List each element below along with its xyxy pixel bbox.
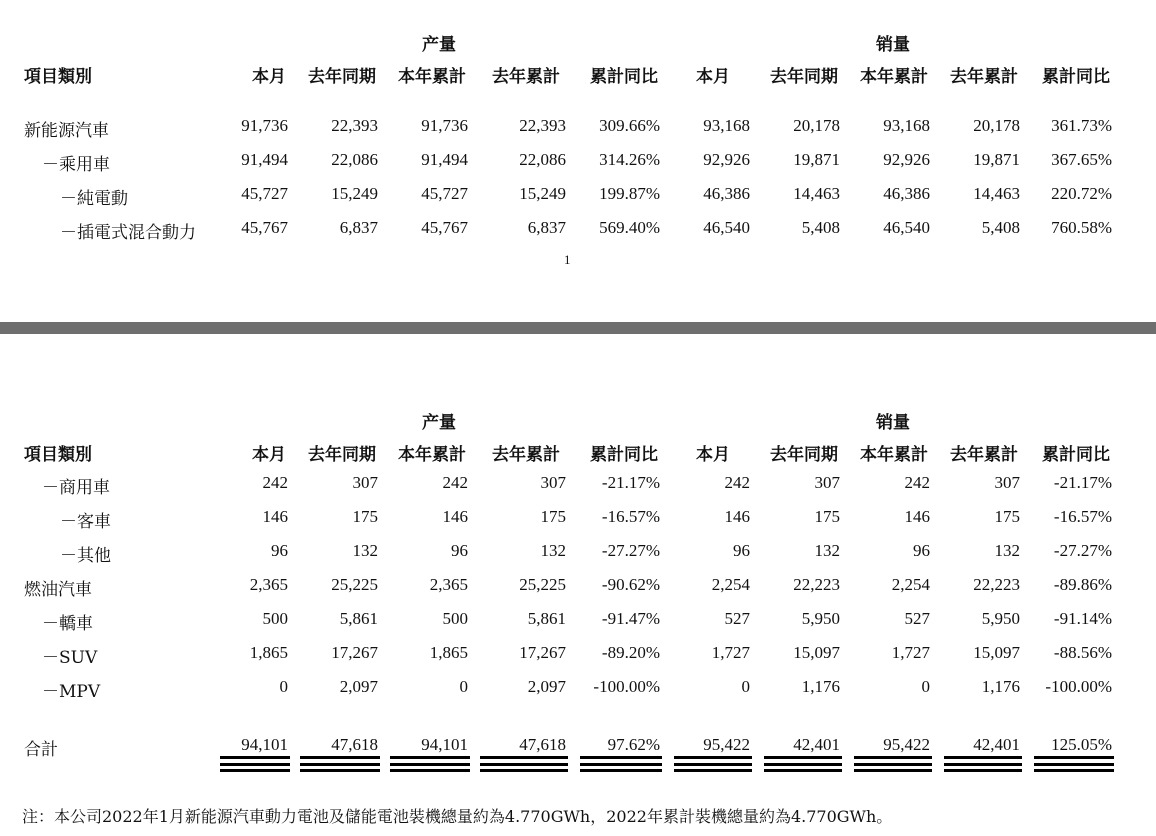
- prod-last-year-header-2: 去年同期: [308, 445, 376, 465]
- production-cell: 91,736: [241, 116, 288, 135]
- production-cell: 146: [442, 507, 468, 526]
- row-label: －乘用車: [42, 155, 110, 175]
- sales-cell: 93,168: [883, 116, 930, 135]
- total-underline-double: [854, 763, 932, 772]
- sales-cell: 22,223: [793, 575, 840, 594]
- page-divider: [0, 322, 1156, 334]
- total-underline-single: [300, 756, 380, 759]
- total-underline-single: [390, 756, 470, 759]
- sales-cell: 1,727: [711, 643, 750, 662]
- row-label: －商用車: [42, 478, 110, 498]
- production-cell: 2,365: [429, 575, 468, 594]
- total-underline-double: [220, 763, 290, 772]
- category-header: 項目類別: [24, 67, 92, 87]
- production-cell: 5,861: [527, 609, 566, 628]
- sales-cell: 132: [994, 541, 1020, 560]
- sales-yoy-header-2: 累計同比: [1042, 445, 1110, 465]
- production-cell: 22,393: [331, 116, 378, 135]
- sales-cell: 19,871: [973, 150, 1020, 169]
- production-cell: -89.20%: [601, 643, 660, 662]
- report-page-2: [0, 334, 1156, 836]
- production-cell: 17,267: [331, 643, 378, 662]
- sales-cell: 175: [814, 507, 840, 526]
- sales-cell: 5,950: [801, 609, 840, 628]
- prod-ytd-last-header: 去年累計: [492, 67, 560, 87]
- production-cell: -90.62%: [601, 575, 660, 594]
- sales-cell: 5,408: [801, 218, 840, 237]
- sales-cell: 132: [814, 541, 840, 560]
- production-cell: 96: [271, 541, 288, 560]
- sales-last-year-header: 去年同期: [770, 67, 838, 87]
- total-cell: 95,422: [703, 735, 750, 754]
- sales-cell: 0: [741, 677, 750, 696]
- production-group-header: 产量: [422, 35, 456, 55]
- total-cell: 94,101: [241, 735, 288, 754]
- sales-ytd-last-header: 去年累計: [950, 67, 1018, 87]
- sales-cell: 46,386: [703, 184, 750, 203]
- production-group-header-2: 产量: [422, 413, 456, 433]
- production-cell: 175: [352, 507, 378, 526]
- sales-this-month-header: 本月: [696, 67, 730, 87]
- production-cell: 242: [262, 473, 288, 492]
- production-cell: 0: [279, 677, 288, 696]
- production-cell: 15,249: [519, 184, 566, 203]
- sales-ytd-header-2: 本年累計: [860, 445, 928, 465]
- prod-yoy-header-2: 累計同比: [590, 445, 658, 465]
- production-cell: 91,736: [421, 116, 468, 135]
- production-cell: -27.27%: [601, 541, 660, 560]
- production-cell: 5,861: [339, 609, 378, 628]
- production-cell: 242: [442, 473, 468, 492]
- prod-this-month-header: 本月: [252, 67, 286, 87]
- production-cell: 146: [262, 507, 288, 526]
- total-cell: 97.62%: [607, 735, 660, 754]
- sales-cell: 527: [724, 609, 750, 628]
- sales-cell: 15,097: [973, 643, 1020, 662]
- total-underline-double: [944, 763, 1022, 772]
- sales-cell: -91.14%: [1053, 609, 1112, 628]
- sales-cell: 220.72%: [1051, 184, 1112, 203]
- sales-cell: 20,178: [793, 116, 840, 135]
- total-underline-single: [854, 756, 932, 759]
- sales-cell: 46,540: [883, 218, 930, 237]
- production-cell: 17,267: [519, 643, 566, 662]
- total-underline-single: [220, 756, 290, 759]
- sales-cell: 175: [994, 507, 1020, 526]
- production-cell: 45,767: [241, 218, 288, 237]
- production-cell: 2,365: [249, 575, 288, 594]
- sales-cell: 367.65%: [1051, 150, 1112, 169]
- production-cell: 500: [442, 609, 468, 628]
- total-cell: 94,101: [421, 735, 468, 754]
- sales-cell: 93,168: [703, 116, 750, 135]
- sales-cell: 14,463: [793, 184, 840, 203]
- sales-cell: -89.86%: [1053, 575, 1112, 594]
- sales-cell: 146: [904, 507, 930, 526]
- sales-cell: 2,254: [891, 575, 930, 594]
- production-cell: 1,865: [249, 643, 288, 662]
- sales-cell: -21.17%: [1053, 473, 1112, 492]
- total-underline-double: [764, 763, 842, 772]
- production-cell: 175: [540, 507, 566, 526]
- total-cell: 42,401: [793, 735, 840, 754]
- total-underline-single: [674, 756, 752, 759]
- production-cell: 569.40%: [599, 218, 660, 237]
- total-cell: 47,618: [519, 735, 566, 754]
- production-cell: 307: [352, 473, 378, 492]
- sales-cell: 242: [724, 473, 750, 492]
- production-cell: 309.66%: [599, 116, 660, 135]
- total-underline-single: [764, 756, 842, 759]
- production-cell: 25,225: [519, 575, 566, 594]
- sales-cell: 361.73%: [1051, 116, 1112, 135]
- production-cell: 2,097: [339, 677, 378, 696]
- category-header-2: 項目類別: [24, 445, 92, 465]
- sales-cell: 2,254: [711, 575, 750, 594]
- sales-cell: 96: [913, 541, 930, 560]
- total-underline-double: [300, 763, 380, 772]
- row-label: －轎車: [42, 614, 93, 634]
- total-underline-single: [1034, 756, 1114, 759]
- sales-cell: 14,463: [973, 184, 1020, 203]
- footnote: 注：本公司2022年1月新能源汽車動力電池及儲能電池裝機總量約為4.770GWh，2022年累計裝機總量約為4.770GWh。: [22, 807, 893, 826]
- total-cell: 95,422: [883, 735, 930, 754]
- total-cell: 47,618: [331, 735, 378, 754]
- sales-cell: 1,727: [891, 643, 930, 662]
- production-cell: 500: [262, 609, 288, 628]
- production-cell: 314.26%: [599, 150, 660, 169]
- sales-cell: 146: [724, 507, 750, 526]
- sales-this-month-header-2: 本月: [696, 445, 730, 465]
- production-cell: 91,494: [421, 150, 468, 169]
- production-cell: -91.47%: [601, 609, 660, 628]
- prod-ytd-last-header-2: 去年累計: [492, 445, 560, 465]
- sales-cell: -27.27%: [1053, 541, 1112, 560]
- production-cell: 6,837: [339, 218, 378, 237]
- production-cell: 199.87%: [599, 184, 660, 203]
- total-underline-double: [674, 763, 752, 772]
- row-label: －客車: [60, 512, 111, 532]
- sales-last-year-header-2: 去年同期: [770, 445, 838, 465]
- production-cell: 25,225: [331, 575, 378, 594]
- production-cell: 91,494: [241, 150, 288, 169]
- production-cell: -21.17%: [601, 473, 660, 492]
- prod-last-year-header: 去年同期: [308, 67, 376, 87]
- sales-cell: -16.57%: [1053, 507, 1112, 526]
- sales-cell: 307: [994, 473, 1020, 492]
- page-number: 1: [564, 252, 571, 267]
- sales-cell: 307: [814, 473, 840, 492]
- row-label: 新能源汽車: [24, 121, 109, 141]
- prod-this-month-header-2: 本月: [252, 445, 286, 465]
- total-label: 合計: [24, 740, 58, 760]
- production-cell: 45,767: [421, 218, 468, 237]
- sales-cell: 22,223: [973, 575, 1020, 594]
- row-label: －純電動: [60, 189, 128, 209]
- total-underline-single: [580, 756, 662, 759]
- sales-cell: 96: [733, 541, 750, 560]
- total-cell: 42,401: [973, 735, 1020, 754]
- prod-yoy-header: 累計同比: [590, 67, 658, 87]
- total-underline-double: [480, 763, 568, 772]
- sales-cell: 20,178: [973, 116, 1020, 135]
- total-underline-double: [390, 763, 470, 772]
- sales-ytd-header: 本年累計: [860, 67, 928, 87]
- production-cell: -16.57%: [601, 507, 660, 526]
- sales-cell: 19,871: [793, 150, 840, 169]
- row-label: －插電式混合動力: [60, 223, 196, 243]
- row-label: 燃油汽車: [24, 580, 92, 600]
- sales-cell: 1,176: [801, 677, 840, 696]
- production-cell: 45,727: [421, 184, 468, 203]
- sales-cell: 5,408: [981, 218, 1020, 237]
- production-cell: 1,865: [429, 643, 468, 662]
- production-cell: 132: [540, 541, 566, 560]
- sales-cell: 92,926: [703, 150, 750, 169]
- production-cell: 6,837: [527, 218, 566, 237]
- production-cell: 96: [451, 541, 468, 560]
- sales-cell: -88.56%: [1053, 643, 1112, 662]
- production-cell: 2,097: [527, 677, 566, 696]
- total-cell: 125.05%: [1051, 735, 1112, 754]
- row-label: －SUV: [42, 648, 98, 668]
- sales-cell: 92,926: [883, 150, 930, 169]
- sales-ytd-last-header-2: 去年累計: [950, 445, 1018, 465]
- sales-yoy-header: 累計同比: [1042, 67, 1110, 87]
- production-cell: 22,393: [519, 116, 566, 135]
- production-cell: 22,086: [331, 150, 378, 169]
- total-underline-double: [580, 763, 662, 772]
- sales-cell: 1,176: [981, 677, 1020, 696]
- sales-cell: 46,540: [703, 218, 750, 237]
- production-cell: 0: [459, 677, 468, 696]
- row-label: －其他: [60, 546, 111, 566]
- sales-cell: 242: [904, 473, 930, 492]
- prod-ytd-header-2: 本年累計: [398, 445, 466, 465]
- sales-group-header-2: 销量: [876, 413, 910, 433]
- sales-group-header: 销量: [876, 35, 910, 55]
- sales-cell: 5,950: [981, 609, 1020, 628]
- sales-cell: -100.00%: [1045, 677, 1112, 696]
- sales-cell: 15,097: [793, 643, 840, 662]
- total-underline-single: [944, 756, 1022, 759]
- sales-cell: 0: [921, 677, 930, 696]
- production-cell: 45,727: [241, 184, 288, 203]
- prod-ytd-header: 本年累計: [398, 67, 466, 87]
- production-cell: 15,249: [331, 184, 378, 203]
- report-page-1: [0, 0, 1156, 322]
- production-cell: 307: [540, 473, 566, 492]
- row-label: －MPV: [42, 682, 101, 702]
- production-cell: 22,086: [519, 150, 566, 169]
- total-underline-single: [480, 756, 568, 759]
- sales-cell: 46,386: [883, 184, 930, 203]
- sales-cell: 527: [904, 609, 930, 628]
- production-cell: 132: [352, 541, 378, 560]
- total-underline-double: [1034, 763, 1114, 772]
- production-cell: -100.00%: [593, 677, 660, 696]
- sales-cell: 760.58%: [1051, 218, 1112, 237]
